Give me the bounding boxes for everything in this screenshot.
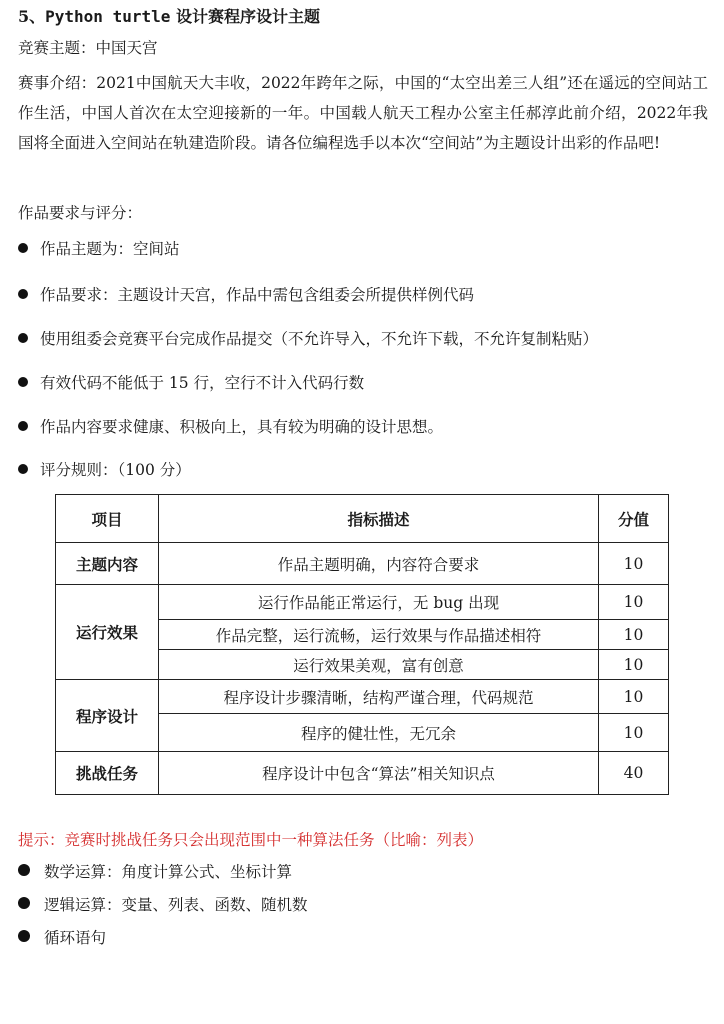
requirement-text: 作品要求：主题设计天宫，作品中需包含组委会所提供样例代码 bbox=[40, 286, 475, 304]
column-header-score: 分值 bbox=[599, 495, 669, 543]
task-item bbox=[18, 928, 708, 948]
bullet-dot-icon bbox=[18, 930, 30, 942]
description-cell: 运行作品能正常运行，无 bug 出现 bbox=[159, 585, 599, 620]
description-cell: 运行效果美观，富有创意 bbox=[159, 650, 599, 680]
bullet-dot-icon bbox=[18, 243, 28, 253]
task-text: 逻辑运算：变量、列表、函数、随机数 bbox=[44, 896, 308, 914]
requirement-text: 作品主题为：空间站 bbox=[40, 240, 180, 258]
requirement-item bbox=[18, 373, 708, 393]
table-row bbox=[56, 680, 669, 714]
score-cell: 10 bbox=[599, 714, 669, 752]
description-cell: 程序设计步骤清晰，结构严谨合理，代码规范 bbox=[159, 680, 599, 714]
requirement-text: 作品内容要求健康、积极向上，具有较为明确的设计思想。 bbox=[40, 418, 444, 436]
description-cell: 作品主题明确，内容符合要求 bbox=[159, 543, 599, 585]
category-cell: 程序设计 bbox=[56, 680, 159, 752]
requirement-item bbox=[18, 460, 708, 480]
scoring-table bbox=[55, 494, 669, 795]
requirements-title: 作品要求与评分： bbox=[18, 204, 143, 222]
table-row bbox=[56, 585, 669, 620]
requirement-item bbox=[18, 239, 708, 259]
description-cell: 程序的健壮性，无冗余 bbox=[159, 714, 599, 752]
competition-theme: 竞赛主题：中国天宫 bbox=[18, 39, 158, 57]
score-cell: 40 bbox=[599, 752, 669, 795]
table-row bbox=[56, 543, 669, 585]
bullet-dot-icon bbox=[18, 333, 28, 343]
score-cell: 10 bbox=[599, 585, 669, 620]
score-cell: 10 bbox=[599, 620, 669, 650]
bullet-dot-icon bbox=[18, 864, 30, 876]
category-cell: 主题内容 bbox=[56, 543, 159, 585]
bullet-dot-icon bbox=[18, 897, 30, 909]
category-cell: 运行效果 bbox=[56, 585, 159, 680]
description-cell: 程序设计中包含“算法”相关知识点 bbox=[159, 752, 599, 795]
heading-number: 5、 bbox=[18, 7, 46, 26]
description-cell: 作品完整，运行流畅，运行效果与作品描述相符 bbox=[159, 620, 599, 650]
score-cell: 10 bbox=[599, 680, 669, 714]
section-heading bbox=[18, 6, 708, 28]
score-cell: 10 bbox=[599, 650, 669, 680]
event-intro: 赛事介绍：2021中国航天大丰收，2022年跨年之际，中国的“太空出差三人组”还在遥远的空间站工作生活，中国人首次在太空迎接新的一年。中国载人航天工程办公室主任郝淳此前介绍，2022年我国将全面进入空间站在轨建造阶段。请各位编程选手以本次“空间站”为主题设计出彩的作品吧! bbox=[18, 74, 708, 152]
task-text: 循环语句 bbox=[44, 929, 107, 947]
requirement-item bbox=[18, 329, 708, 349]
requirement-text: 使用组委会竞赛平台完成作品提交（不允许导入，不允许下载，不允许复制粘贴） bbox=[40, 330, 599, 348]
category-cell: 挑战任务 bbox=[56, 752, 159, 795]
hint-note: 提示：竞赛时挑战任务只会出现范围中一种算法任务（比喻：列表） bbox=[18, 831, 484, 849]
task-item bbox=[18, 895, 708, 915]
bullet-dot-icon bbox=[18, 464, 28, 474]
score-cell: 10 bbox=[599, 543, 669, 585]
column-header-desc: 指标描述 bbox=[159, 495, 599, 543]
task-text: 数学运算：角度计算公式、坐标计算 bbox=[44, 863, 293, 881]
heading-text: 设计赛程序设计主题 bbox=[170, 7, 320, 26]
task-item bbox=[18, 862, 708, 882]
requirement-item bbox=[18, 417, 708, 437]
bullet-dot-icon bbox=[18, 289, 28, 299]
table-row bbox=[56, 752, 669, 795]
table-header-row bbox=[56, 495, 669, 543]
column-header-item: 项目 bbox=[56, 495, 159, 543]
requirement-text: 有效代码不能低于 15 行，空行不计入代码行数 bbox=[40, 374, 365, 392]
heading-code: Python turtle bbox=[45, 7, 171, 26]
requirement-text: 评分规则：（100 分） bbox=[40, 461, 191, 479]
bullet-dot-icon bbox=[18, 377, 28, 387]
requirement-item bbox=[18, 285, 708, 305]
bullet-dot-icon bbox=[18, 421, 28, 431]
